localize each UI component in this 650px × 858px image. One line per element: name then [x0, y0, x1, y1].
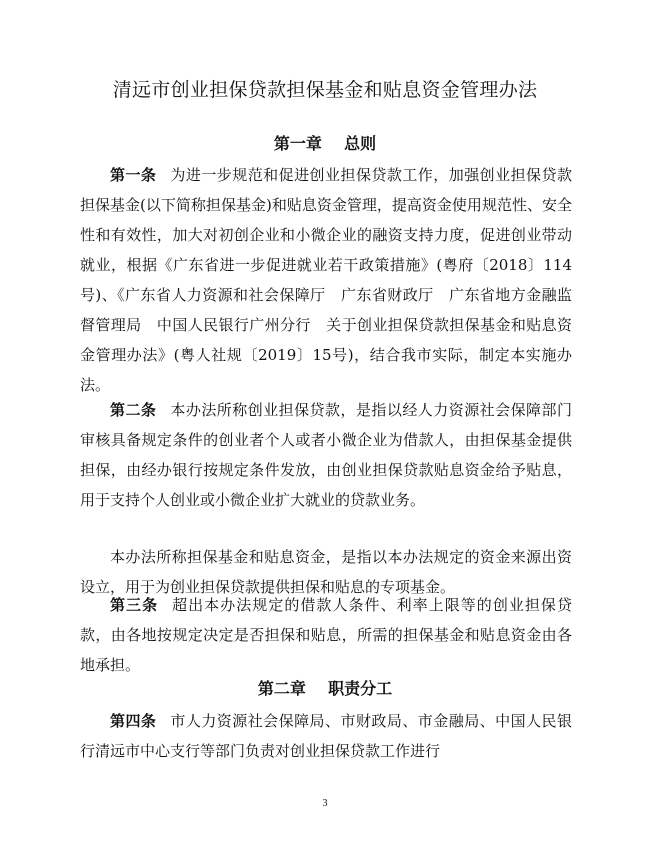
- article-number: 第三条: [110, 596, 159, 614]
- document-title: 清远市创业担保贷款担保基金和贴息资金管理办法: [112, 79, 538, 101]
- article-number: 第一条: [110, 166, 157, 184]
- chapter-heading-general-provisions: 第一章 总则: [273, 134, 377, 153]
- article-text: 超出本办法规定的借款人条件、利率上限等的创业担保贷款，由各地按规定决定是否担保和贴息，所需的担保基金和贴息资金由各地承担。: [80, 596, 572, 674]
- article-paragraph-4: [80, 706, 572, 766]
- article-text: 本办法所称创业担保贷款，是指以经人力资源社会保障部门审核具备规定条件的创业者个人或者小微企业为借款人，由担保基金提供担保，由经办银行按规定条件发放，由创业担保贷款贴息资金给予贴息，用于支持个人创业或小微企业扩大就业的贷款业务。: [80, 401, 572, 509]
- article-paragraph-2: [80, 395, 572, 515]
- article-paragraph-3: [80, 590, 572, 680]
- article-text: 市人力资源社会保障局、市财政局、市金融局、中国人民银行清远市中心支行等部门负责对创业担保贷款工作进行: [80, 712, 572, 760]
- paragraph-text: 本办法所称担保基金和贴息资金，是指以本办法规定的资金来源出资设立，用于为创业担保贷款提供担保和贴息的专项基金。: [80, 548, 572, 596]
- chapter-heading-responsibilities: 第二章 职责分工: [257, 679, 393, 698]
- article-paragraph-1: [80, 160, 572, 400]
- article-number: 第四条: [110, 712, 157, 730]
- article-number: 第二条: [110, 401, 157, 419]
- page-number: 3: [322, 798, 328, 809]
- article-text: 为进一步规范和促进创业担保贷款工作，加强创业担保贷款担保基金(以下简称担保基金)和贴息资金管理，提高资金使用规范性、安全性和有效性，加大对初创企业和小微企业的融资支持力度，促进创业带动就业，根据《广东省进一步促进就业若干政策措施》(粤府〔2018〕114号)、《广东省人力资源和社会保障厅 广东省财政厅 广东省地方金融监督管理局 中国人民银行广州分行 关于创业担保贷款担保基金和贴息资金管理办法》(粤人社规〔2019〕15号)，结合我市实际，制定本实施办法。: [80, 166, 572, 394]
